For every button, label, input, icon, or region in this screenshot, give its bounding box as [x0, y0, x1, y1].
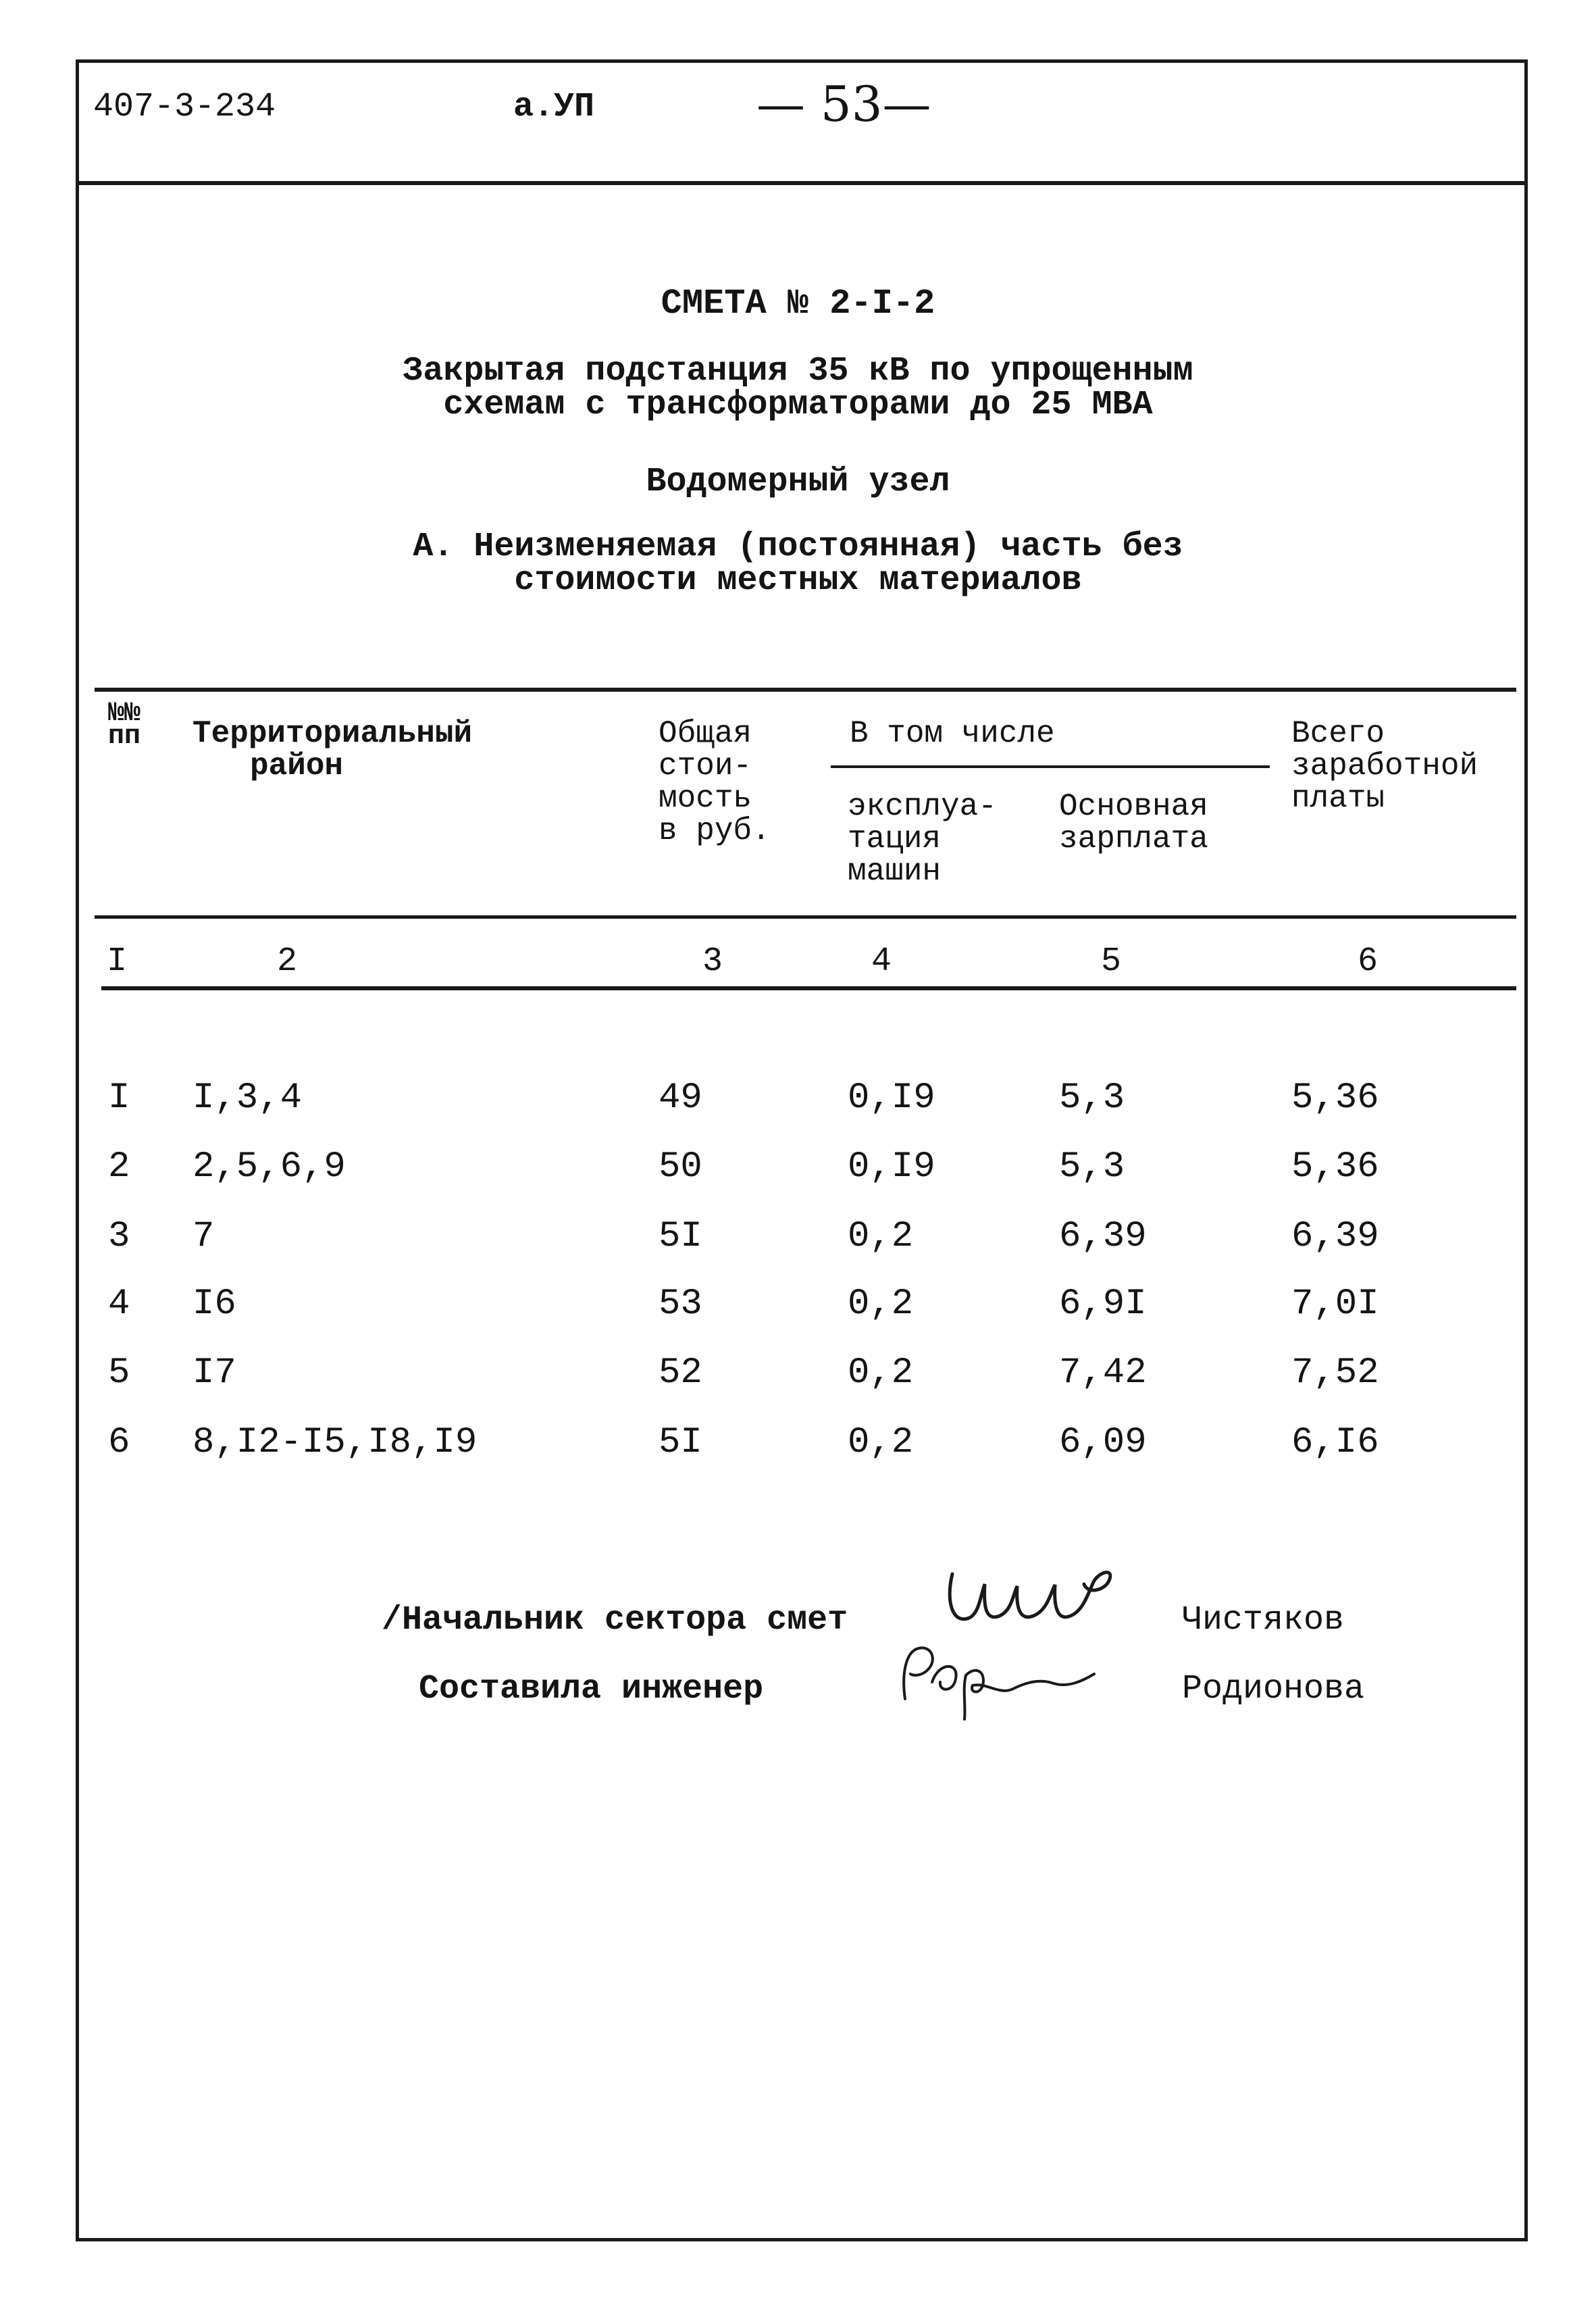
header-incl: В том числе: [850, 716, 1055, 751]
handwritten-signature-1: [932, 1554, 1148, 1648]
colnum-1: I: [107, 942, 128, 981]
header-total-wage: Всего заработной платы: [1291, 716, 1478, 816]
subtitle-line-1: Закрытая подстанция 35 кВ по упрощенным: [403, 352, 1193, 390]
header-region: Территориальный район: [192, 716, 473, 784]
header-num: №№ пп: [108, 698, 141, 752]
subtitle: [0, 352, 1596, 424]
header-bottom-rule: [95, 915, 1516, 919]
header-total: Общая стои- мость в руб.: [659, 716, 771, 848]
header-machines: эксплуа- тация машин: [848, 789, 997, 889]
doc-code: 407-3-234: [93, 88, 276, 126]
colnum-4: 4: [871, 942, 892, 981]
subtitle-line-2: схемам с трансформаторами до 25 МВА: [443, 386, 1153, 424]
colnum-6: 6: [1358, 942, 1379, 981]
header-rule: [76, 181, 1528, 185]
page-number: — 53—: [756, 76, 931, 132]
colnum-3: 3: [702, 942, 723, 981]
signature-role-2: Составила инженер: [419, 1670, 764, 1708]
signature-name-2: Родионова: [1182, 1670, 1365, 1708]
table-top-rule: [95, 688, 1516, 692]
section-title: Водомерный узел: [646, 463, 950, 501]
handwritten-signature-2: [892, 1635, 1108, 1736]
album-label: a.УП: [513, 88, 595, 126]
part-title: [0, 530, 1596, 598]
signature-name-1: Чистяков: [1182, 1601, 1345, 1640]
doc-title: СМЕТА № 2-I-2: [661, 284, 935, 324]
part-line-2: стоимости местных материалов: [514, 561, 1082, 600]
colnum-bottom-rule: [101, 986, 1516, 990]
colnum-2: 2: [277, 942, 298, 981]
part-line-1: А. Неизменяемая (постоянная) часть без: [413, 528, 1183, 566]
incl-underline: [831, 765, 1270, 768]
header-wage: Основная зарплата: [1059, 789, 1208, 857]
colnum-5: 5: [1101, 942, 1122, 981]
signature-role-1: /Начальник сектора смет: [382, 1601, 848, 1640]
